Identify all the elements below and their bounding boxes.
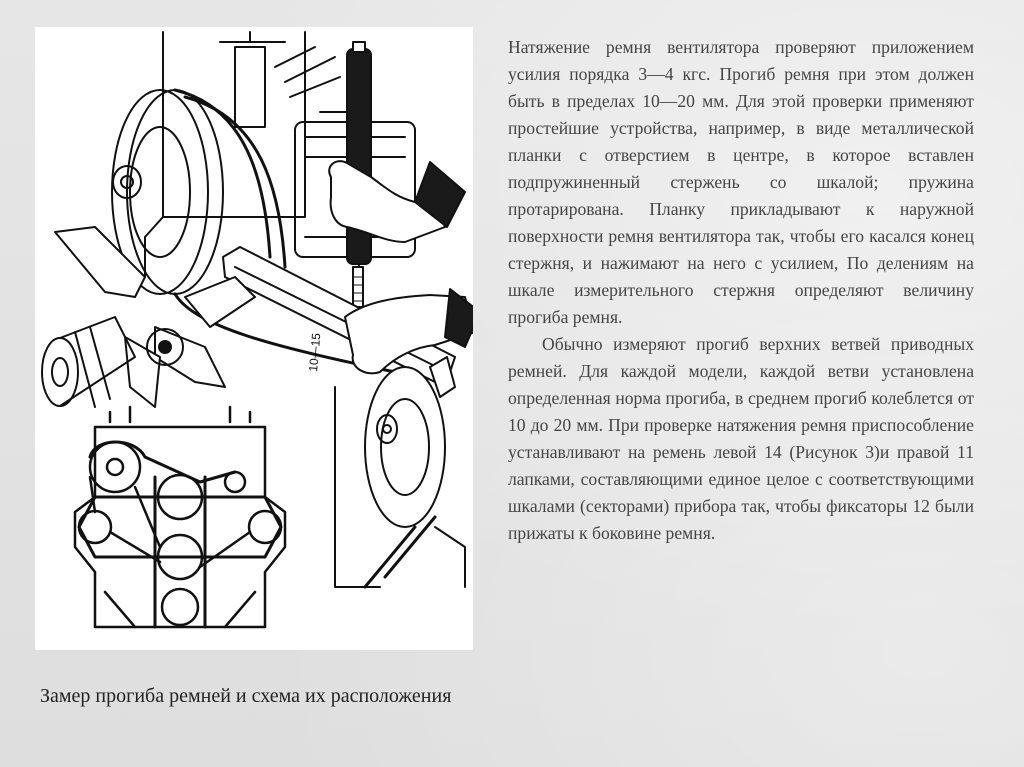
generator-pulley	[365, 367, 445, 527]
main-text	[508, 34, 974, 547]
rod-scale-label: 10—15	[306, 332, 324, 373]
water-pump	[42, 317, 135, 407]
engine-belt-drawing	[35, 27, 473, 650]
belt-layout-scheme	[75, 407, 285, 627]
fan-blades	[55, 227, 255, 407]
oil-filler-neck	[235, 47, 265, 127]
figure-caption: Замер прогиба ремней и схема их расположения	[40, 685, 452, 707]
belt-measurement-illustration	[35, 27, 473, 650]
paragraph-1: Натяжение ремня вентилятора проверяют приложением усилия порядка 3—4 кгс. Прогиб ремня при этом должен быть в пределах 10—20 мм. Для этой проверки применяют простейшие устройства, например, в виде металлической планки с отверстием в центре, в которое вставлен подпружиненный стержень со шкалой; пружина протарирована. Планку прикладывают к наружной поверхности ремня вентилятора так, чтобы его касался конец стержня, и нажимают на него с усилием, По делениям на шкале измерительного стержня определяют величину прогиба ремня.	[508, 37, 974, 327]
lower-sleeve	[445, 289, 473, 347]
paragraph-2: Обычно измеряют прогиб верхних ветвей приводных ремней. Для каждой модели, каждой ветви установлена определенная норма прогиба, в среднем прогиб колеблется от 10 до 20 мм. При проверке натяжения ремня приспособление устанавливают на ремень левой 14 (Рисунок 3)и правой 11 лапками, составляющими единое целое с соответствующими шкалами (секторами) прибора так, чтобы фиксаторы 12 были прижаты к боковине ремня.	[508, 334, 974, 543]
